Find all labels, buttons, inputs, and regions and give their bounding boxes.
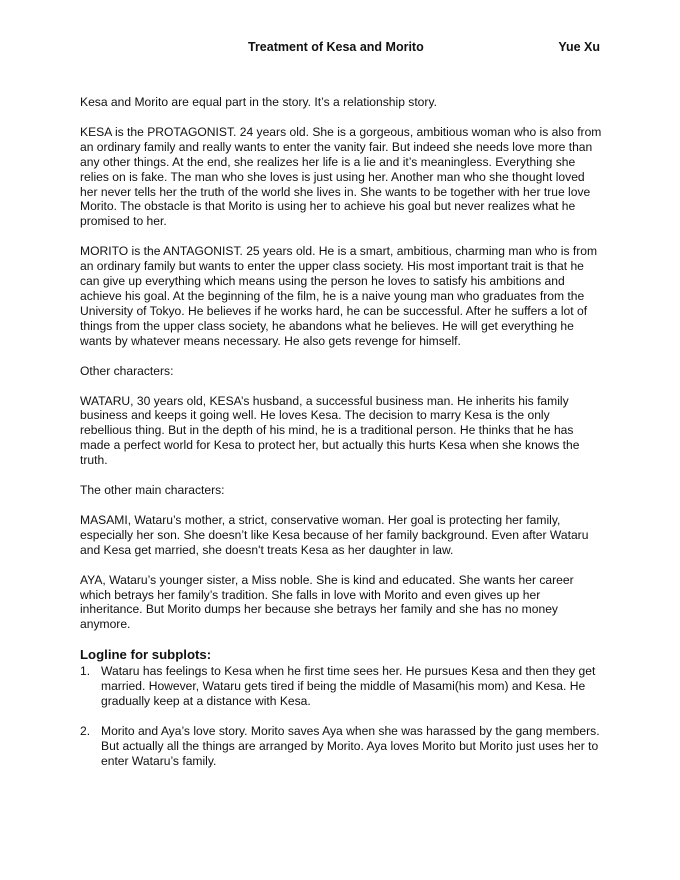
subplots-list — [80, 664, 602, 768]
wataru-paragraph: WATARU, 30 years old, KESA’s husband, a successful business man. He inherits his family business and keeps it going well. He loves Kesa. The decision to marry Kesa is the only rebellious thing. But in the depth of his mind, he is a traditional person. He thinks that he has made a perfect world for Kesa to protect her, but actually this hurts Kesa when she knows the truth. — [80, 393, 580, 468]
list-item-number: 2. — [80, 724, 91, 738]
author-name: Yue Xu — [558, 40, 600, 54]
intro-paragraph: Kesa and Morito are equal part in the story. It’s a relationship story. — [80, 95, 437, 109]
list-item-text: Wataru has feelings to Kesa when he first time sees her. He pursues Kesa and then they get married. However, Wataru gets tired if being the middle of Masami(his mom) and Kesa. He gradually keep at a distance with Kesa. — [101, 664, 596, 709]
other-characters-label: Other characters: — [80, 363, 174, 378]
other-main-characters-label: The other main characters: — [80, 483, 225, 498]
aya-paragraph: AYA, Wataru’s younger sister, a Miss noble. She is kind and educated. She wants her career which betrays her family’s tradition. She falls in love with Morito and even gives up her inheritance. But Morito dumps her because she betrays her family and she has no money anymore. — [80, 572, 574, 632]
morito-paragraph: MORITO is the ANTAGONIST. 25 years old. He is a smart, ambitious, charming man who is from an ordinary family but wants to enter the upper class society. His most important trait is that he can give up everything which means using the person he loves to satisfy his ambitions and achieve his goal. At the beginning of the film, he is a naive young man who graduates from the University of Tokyo. He believes if he works hard, he can be successful. After he suffers a lot of things from the upper class society, he abandons what he believes. He will get everything he wants by whatever means necessary. He also gets revenge for himself. — [80, 244, 598, 348]
document-header — [80, 40, 600, 56]
document-title: Treatment of Kesa and Morito — [248, 40, 424, 54]
list-item-text: Morito and Aya’s love story. Morito saves Aya when she was harassed by the gang members. But actually all the things are arranged by Morito. Aya loves Morito but Morito just uses her to enter Wataru’s family. — [101, 724, 600, 768]
subplots-heading: Logline for subplots: — [80, 647, 212, 663]
kesa-paragraph: KESA is the PROTAGONIST. 24 years old. She is a gorgeous, ambitious woman who is also from an ordinary family and really wants to enter the vanity fair. But indeed she needs love more than any other things. At the end, she realizes her life is a lie and it’s meaningless. Everything she relies on is fake. The man who she loves is just using her. Another man who she thought loved her never tells her the truth of the world she lives in. She wants to be together with her true love Morito. The obstacle is that Morito is using her to achieve his goal but never realizes what he promised to her. — [80, 124, 602, 229]
masami-paragraph: MASAMI, Wataru’s mother, a strict, conservative woman. Her goal is protecting her family, especially her son. She doesn’t like Kesa because of her family background. Even after Wataru and Kesa get married, she doesn't treats Kesa as her daughter in law. — [80, 512, 589, 557]
document-body — [80, 95, 602, 784]
list-item — [80, 664, 602, 709]
list-item — [80, 724, 602, 769]
list-item-number: 1. — [80, 664, 91, 679]
